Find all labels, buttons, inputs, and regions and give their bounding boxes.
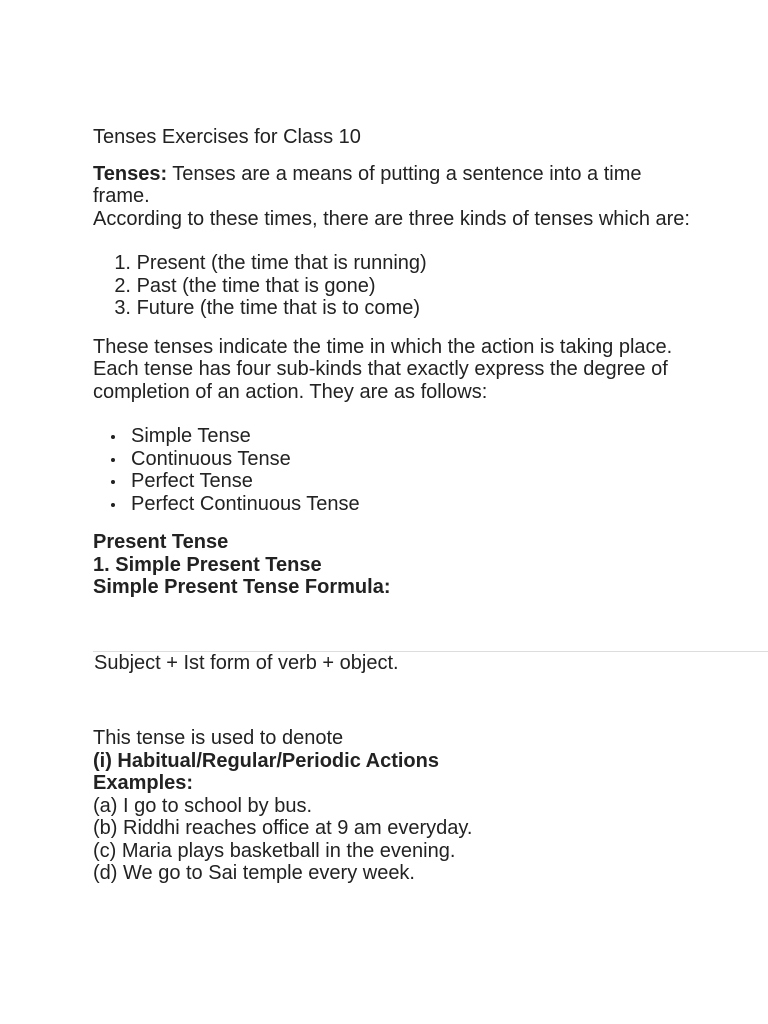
intro-paragraph — [93, 163, 693, 208]
list-text: Simple Tense — [131, 425, 251, 447]
document-body — [93, 126, 693, 599]
bullet-icon — [93, 493, 131, 516]
heading-present-tense — [93, 531, 693, 554]
subkinds-list — [93, 425, 693, 515]
list-text: Continuous Tense — [131, 447, 291, 470]
list-number: 3. — [114, 297, 131, 319]
usage-heading — [93, 750, 693, 773]
example-item: (d) We go to Sai temple every week. — [93, 862, 415, 884]
usage-section — [93, 727, 693, 885]
example-item: (b) Riddhi reaches office at 9 am everyday. — [93, 817, 473, 839]
intro-label: Tenses: — [93, 162, 168, 185]
heading-formula-text: Simple Present Tense Formula: — [93, 576, 391, 598]
usage-heading-text: (i) Habitual/Regular/Periodic Actions — [93, 749, 439, 772]
formula-text: Subject + Ist form of verb + object. — [94, 652, 399, 674]
list-item — [93, 425, 693, 448]
examples-label-text: Examples: — [93, 772, 194, 794]
heading-present-tense-text: Present Tense — [93, 531, 229, 553]
list-number: 1. — [114, 252, 131, 274]
list-text: Perfect Continuous Tense — [131, 492, 360, 515]
bullet-icon — [93, 448, 131, 471]
list-item — [93, 252, 693, 275]
page-title: Tenses Exercises for Class 10 — [93, 126, 361, 148]
list-text: Past (the time that is gone) — [136, 274, 376, 297]
example-item: (c) Maria plays basketball in the evening. — [93, 839, 456, 862]
heading-formula — [93, 576, 693, 599]
list-text: Perfect Tense — [131, 470, 253, 492]
list-item — [93, 275, 693, 298]
list-item — [93, 448, 693, 471]
heading-simple-present — [93, 554, 693, 577]
examples-label — [93, 772, 693, 795]
bullet-icon — [93, 470, 131, 493]
list-item — [93, 493, 693, 516]
heading-simple-present-text: 1. Simple Present Tense — [93, 553, 322, 576]
list-text: Present (the time that is running) — [136, 252, 427, 274]
bullet-icon — [93, 425, 131, 448]
list-item — [93, 297, 693, 320]
example-item: (a) I go to school by bus. — [93, 794, 313, 817]
list-number: 2. — [114, 274, 131, 297]
list-text: Future (the time that is to come) — [136, 297, 420, 319]
subkinds-intro: These tenses indicate the time in which the action is taking place. Each tense has four sub-kinds that exactly express the degree of completion of an action. They are as follows: — [93, 335, 673, 403]
list-item — [93, 470, 693, 493]
usage-intro: This tense is used to denote — [93, 727, 344, 749]
intro-text: Tenses are a means of putting a sentence into a time frame. — [93, 162, 642, 207]
tense-kinds-list — [93, 252, 693, 320]
intro-line-2: According to these times, there are three kinds of tenses which are: — [93, 207, 690, 230]
